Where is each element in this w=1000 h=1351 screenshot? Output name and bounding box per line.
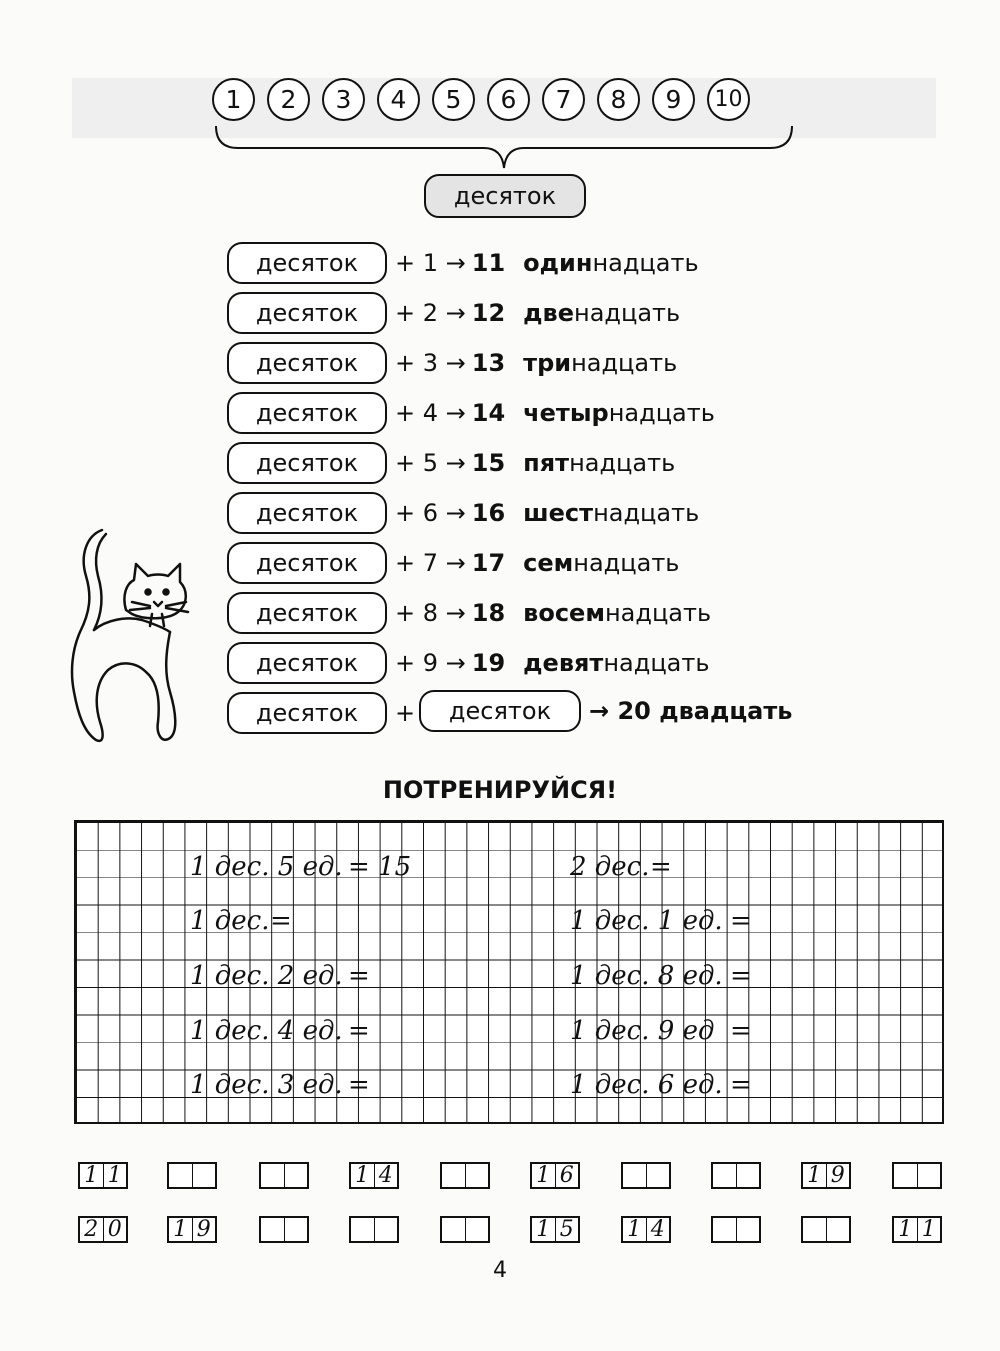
number-circle: 4 xyxy=(377,78,420,121)
exercise-right: 2 дес. xyxy=(570,852,650,882)
operation: + 7 → xyxy=(395,549,466,577)
tens-digit xyxy=(261,1164,285,1187)
digit-box[interactable] xyxy=(801,1162,851,1189)
exercise-left: 1 дес. xyxy=(190,906,270,936)
ten-pill: десяток xyxy=(227,492,387,534)
exercise-right-answer: = xyxy=(730,1070,752,1100)
equation-row xyxy=(227,592,827,638)
operation: + 9 → xyxy=(395,649,466,677)
equation-row xyxy=(227,392,827,438)
units-digit: 1 xyxy=(921,1217,936,1242)
tens-digit xyxy=(261,1218,285,1241)
tens-digit xyxy=(169,1164,193,1187)
tens-digit: 2 xyxy=(80,1218,104,1241)
exercise-right-answer: = xyxy=(730,906,752,936)
tens-digit: 1 xyxy=(169,1218,193,1241)
digit-box[interactable] xyxy=(621,1162,671,1189)
units-digit xyxy=(285,1218,308,1241)
ten-pill: десяток xyxy=(227,292,387,334)
digit-box[interactable] xyxy=(621,1216,671,1243)
operation: + 6 → xyxy=(395,499,466,527)
digit-box[interactable] xyxy=(440,1162,490,1189)
result-number: 18 xyxy=(471,599,506,627)
equation-row xyxy=(227,342,827,388)
ten-pill: десяток xyxy=(227,542,387,584)
exercise-left-answer: = xyxy=(348,961,370,991)
word-prefix: пят xyxy=(523,449,570,477)
number-circle: 5 xyxy=(432,78,475,121)
word-suffix: надцать xyxy=(603,649,710,677)
digit-box[interactable] xyxy=(167,1216,217,1243)
exercise-left-answer: = 15 xyxy=(348,852,412,882)
units-digit xyxy=(193,1164,216,1187)
exercise-left: 1 дес. 4 ед. xyxy=(190,1016,343,1046)
tens-digit: 1 xyxy=(80,1164,104,1187)
word-prefix: девят xyxy=(523,649,604,677)
result-number: 11 xyxy=(471,249,506,277)
equation-row xyxy=(227,292,827,338)
operation: + 2 → xyxy=(395,299,466,327)
exercise-right: 1 дес. 1 ед. xyxy=(570,906,723,936)
operation: + 1 → xyxy=(395,249,466,277)
word-suffix: надцать xyxy=(573,549,680,577)
exercise-left-answer: = xyxy=(348,1016,370,1046)
operation: + 4 → xyxy=(395,399,466,427)
operation: + 8 → xyxy=(395,599,466,627)
page-number: 4 xyxy=(493,1258,507,1283)
equation-row xyxy=(227,542,827,588)
number-circle: 9 xyxy=(652,78,695,121)
units-digit: 5 xyxy=(559,1217,574,1242)
number-circles xyxy=(212,78,792,124)
exercise-right: 1 дес. 8 ед. xyxy=(570,961,723,991)
cat-illustration xyxy=(66,522,226,747)
units-digit: 4 xyxy=(378,1163,393,1188)
tens-digit: 1 xyxy=(532,1218,556,1241)
units-digit xyxy=(647,1164,670,1187)
exercise-left-answer: = xyxy=(348,1070,370,1100)
word-prefix: сем xyxy=(523,549,574,577)
result-number: 16 xyxy=(471,499,506,527)
curly-brace xyxy=(214,124,794,170)
result-number: 17 xyxy=(471,549,506,577)
word-suffix: надцать xyxy=(592,249,699,277)
digit-box[interactable] xyxy=(78,1162,128,1189)
number-circle: 3 xyxy=(322,78,365,121)
units-digit: 4 xyxy=(650,1217,665,1242)
digit-box[interactable] xyxy=(530,1216,580,1243)
result-number: 14 xyxy=(471,399,506,427)
digit-box[interactable] xyxy=(349,1162,399,1189)
word-suffix: надцать xyxy=(593,499,700,527)
exercise-right-answer: = xyxy=(730,1016,752,1046)
result-number: 12 xyxy=(471,299,506,327)
exercise-left: 1 дес. 5 ед. xyxy=(190,852,343,882)
units-digit: 9 xyxy=(196,1217,211,1242)
equation-row-twenty xyxy=(227,692,827,738)
word-suffix: надцать xyxy=(571,349,678,377)
exercise-right: 1 дес. 6 ед. xyxy=(570,1070,723,1100)
operation: + 5 → xyxy=(395,449,466,477)
units-digit xyxy=(466,1164,489,1187)
equation-row xyxy=(227,642,827,688)
units-digit xyxy=(918,1164,941,1187)
word-suffix: надцать xyxy=(574,299,681,327)
digit-box[interactable] xyxy=(892,1216,942,1243)
digit-box[interactable] xyxy=(801,1216,851,1243)
units-digit: 0 xyxy=(107,1217,122,1242)
exercise-right-answer: = xyxy=(730,961,752,991)
word-suffix: надцать xyxy=(604,599,712,627)
result-number: 15 xyxy=(471,449,506,477)
word-prefix: четыр xyxy=(523,399,609,427)
number-circle: 2 xyxy=(267,78,310,121)
tens-digit xyxy=(351,1218,375,1241)
digit-box[interactable] xyxy=(440,1216,490,1243)
tens-digit xyxy=(803,1218,827,1241)
operation: + 3 → xyxy=(395,349,466,377)
digit-box[interactable] xyxy=(259,1162,309,1189)
exercise-left-answer: = xyxy=(270,906,292,936)
tens-digit xyxy=(713,1164,737,1187)
units-digit xyxy=(827,1218,850,1241)
units-digit: 6 xyxy=(559,1163,574,1188)
ten-pill: десяток xyxy=(227,442,387,484)
number-circle: 6 xyxy=(487,78,530,121)
equation-row xyxy=(227,492,827,538)
word-prefix: один xyxy=(523,249,593,277)
ten-pill-second: десяток xyxy=(419,690,581,732)
digit-box[interactable] xyxy=(349,1216,399,1243)
digit-box[interactable] xyxy=(711,1162,761,1189)
digit-box[interactable] xyxy=(259,1216,309,1243)
tens-digit: 1 xyxy=(623,1218,647,1241)
units-digit xyxy=(737,1164,760,1187)
tens-digit xyxy=(894,1164,918,1187)
tens-digit xyxy=(442,1164,466,1187)
digit-box[interactable] xyxy=(167,1162,217,1189)
ten-pill: десяток xyxy=(227,242,387,284)
result-number: 13 xyxy=(471,349,506,377)
ten-pill: десяток xyxy=(227,692,387,734)
tens-digit: 1 xyxy=(803,1164,827,1187)
units-digit xyxy=(285,1164,308,1187)
tens-digit xyxy=(713,1218,737,1241)
practice-title: ПОТРЕНИРУЙСЯ! xyxy=(382,776,618,804)
number-circle: 1 xyxy=(212,78,255,121)
word-prefix: восем xyxy=(523,599,605,627)
word-suffix: надцать xyxy=(608,399,715,427)
digit-box[interactable] xyxy=(711,1216,761,1243)
ten-label-top: десяток xyxy=(424,174,586,218)
number-circle: 10 xyxy=(707,78,750,121)
ten-pill: десяток xyxy=(227,342,387,384)
ten-pill: десяток xyxy=(227,642,387,684)
number-circle: 8 xyxy=(597,78,640,121)
word-prefix: шест xyxy=(523,499,594,527)
plus-sign: + xyxy=(395,699,416,727)
twenty-result: → 20 двадцать xyxy=(589,697,793,725)
word-prefix: три xyxy=(523,349,572,377)
units-digit: 9 xyxy=(830,1163,845,1188)
equation-row xyxy=(227,442,827,488)
tens-digit xyxy=(623,1164,647,1187)
exercise-left: 1 дес. 2 ед. xyxy=(190,961,343,991)
number-circle: 7 xyxy=(542,78,585,121)
ten-pill: десяток xyxy=(227,392,387,434)
ten-pill: десяток xyxy=(227,592,387,634)
exercise-right: 1 дес. 9 ед xyxy=(570,1016,715,1046)
exercise-left: 1 дес. 3 ед. xyxy=(190,1070,343,1100)
tens-digit: 1 xyxy=(532,1164,556,1187)
word-prefix: две xyxy=(523,299,575,327)
exercise-right-answer: = xyxy=(650,852,672,882)
units-digit xyxy=(466,1218,489,1241)
tens-digit: 1 xyxy=(894,1218,918,1241)
tens-digit: 1 xyxy=(351,1164,375,1187)
digit-box[interactable] xyxy=(892,1162,942,1189)
result-number: 19 xyxy=(471,649,506,677)
tens-digit xyxy=(442,1218,466,1241)
digit-box[interactable] xyxy=(78,1216,128,1243)
units-digit xyxy=(375,1218,398,1241)
word-suffix: надцать xyxy=(569,449,676,477)
units-digit: 1 xyxy=(107,1163,122,1188)
equation-row xyxy=(227,242,827,288)
digit-box[interactable] xyxy=(530,1162,580,1189)
units-digit xyxy=(737,1218,760,1241)
